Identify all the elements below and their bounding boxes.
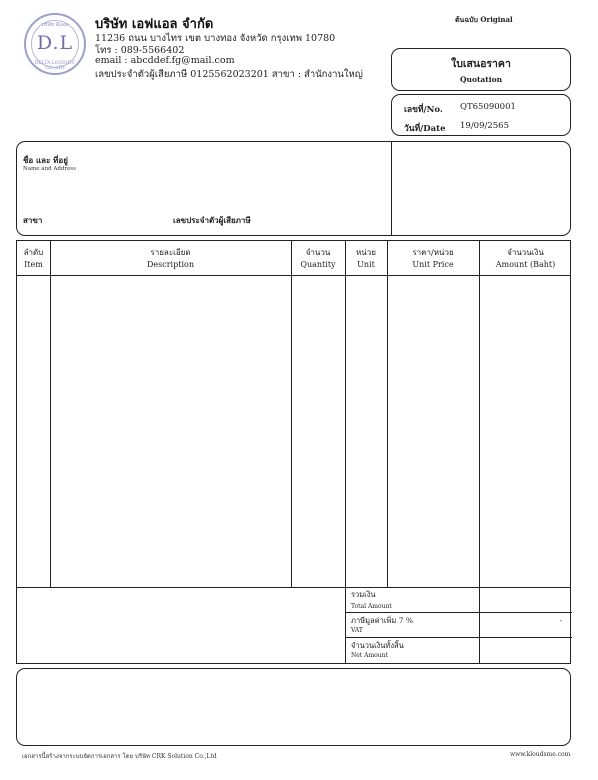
col-header-description: รายละเอียด Description (147, 248, 194, 269)
logo-ring-top-text: บริษัท ดีแอล (41, 22, 69, 28)
footer-website: www.kloudsme.com (510, 751, 571, 758)
company-name: บริษัท เอฟแอล จำกัด (95, 17, 214, 32)
col-divider-description (291, 241, 292, 588)
col-header-item: ลำดับ Item (23, 248, 44, 269)
vat-value: - (559, 617, 562, 625)
items-table (16, 240, 571, 664)
quotation-meta-box (391, 94, 571, 136)
net-amount-label-en: Net Amount (351, 652, 388, 659)
summary-divider-1 (345, 612, 572, 613)
company-email: email : abcddef.fg@mail.com (95, 55, 235, 66)
customer-branch-label: สาขา (23, 215, 43, 225)
vat-label-en: VAT (351, 627, 363, 634)
vat-label: ภาษีมูลค่าเพิ่ม 7 % (351, 616, 413, 625)
col-header-amount: จำนวนเงิน Amount (Baht) (495, 248, 556, 269)
customer-box-divider (391, 142, 392, 235)
quotation-title-en: Quotation (459, 75, 503, 84)
quotation-title-box (391, 48, 571, 91)
col-divider-item (50, 241, 51, 588)
doc-number-label: เลขที่/No. (404, 105, 443, 115)
doc-date-label: วันที่/Date (404, 124, 446, 134)
customer-name-label: ชื่อ และ ที่อยู่ (23, 155, 68, 165)
col-divider-unit (387, 241, 388, 588)
col-header-unit-price: ราคา/หน่วย Unit Price (412, 248, 454, 269)
total-amount-label: รวมเงิน (351, 590, 376, 599)
footer-generator-note: เอกสารนี้สร้างจากระบบจัดการเอกสาร โดย บริษัท CRK Solution Co.,Ltd (22, 753, 217, 760)
company-phone: โทร : 089-5566402 (95, 45, 185, 56)
logo-mark: D.L (36, 32, 74, 54)
col-header-unit: หน่วย Unit (356, 248, 376, 269)
doc-date-value: 19/09/2565 (460, 121, 509, 131)
net-amount-label: จำนวนเงินทั้งสิ้น (351, 641, 404, 650)
table-header-divider (17, 275, 570, 276)
table-body-end (17, 587, 570, 588)
logo-ring-bottom-text: DELTA LOGISTIC CO.,LTD (34, 61, 76, 71)
company-tax-id: เลขประจำตัวผู้เสียภาษี 0125562023201 สาขา : สำนักงานใหญ่ (95, 69, 363, 80)
summary-divider-2 (345, 637, 572, 638)
col-divider-unit-price (479, 241, 480, 664)
quotation-title-th: ใบเสนอราคา (451, 58, 511, 70)
doc-number-value: QT65090001 (460, 102, 516, 112)
customer-name-label-en: Name and Address (23, 166, 76, 172)
original-label: ต้นฉบับ Original (455, 15, 513, 24)
remarks-box (16, 668, 571, 746)
col-divider-quantity (345, 241, 346, 664)
customer-tax-label: เลขประจำตัวผู้เสียภาษี (173, 215, 251, 225)
company-logo (24, 13, 86, 75)
customer-info-box (16, 141, 571, 236)
total-amount-label-en: Total Amount (351, 603, 392, 610)
col-header-quantity: จำนวน Quantity (300, 248, 336, 269)
company-address: 11236 ถนน บางไทร เขต บางทอง จังหวัด กรุงเทพ 10780 (95, 33, 336, 44)
